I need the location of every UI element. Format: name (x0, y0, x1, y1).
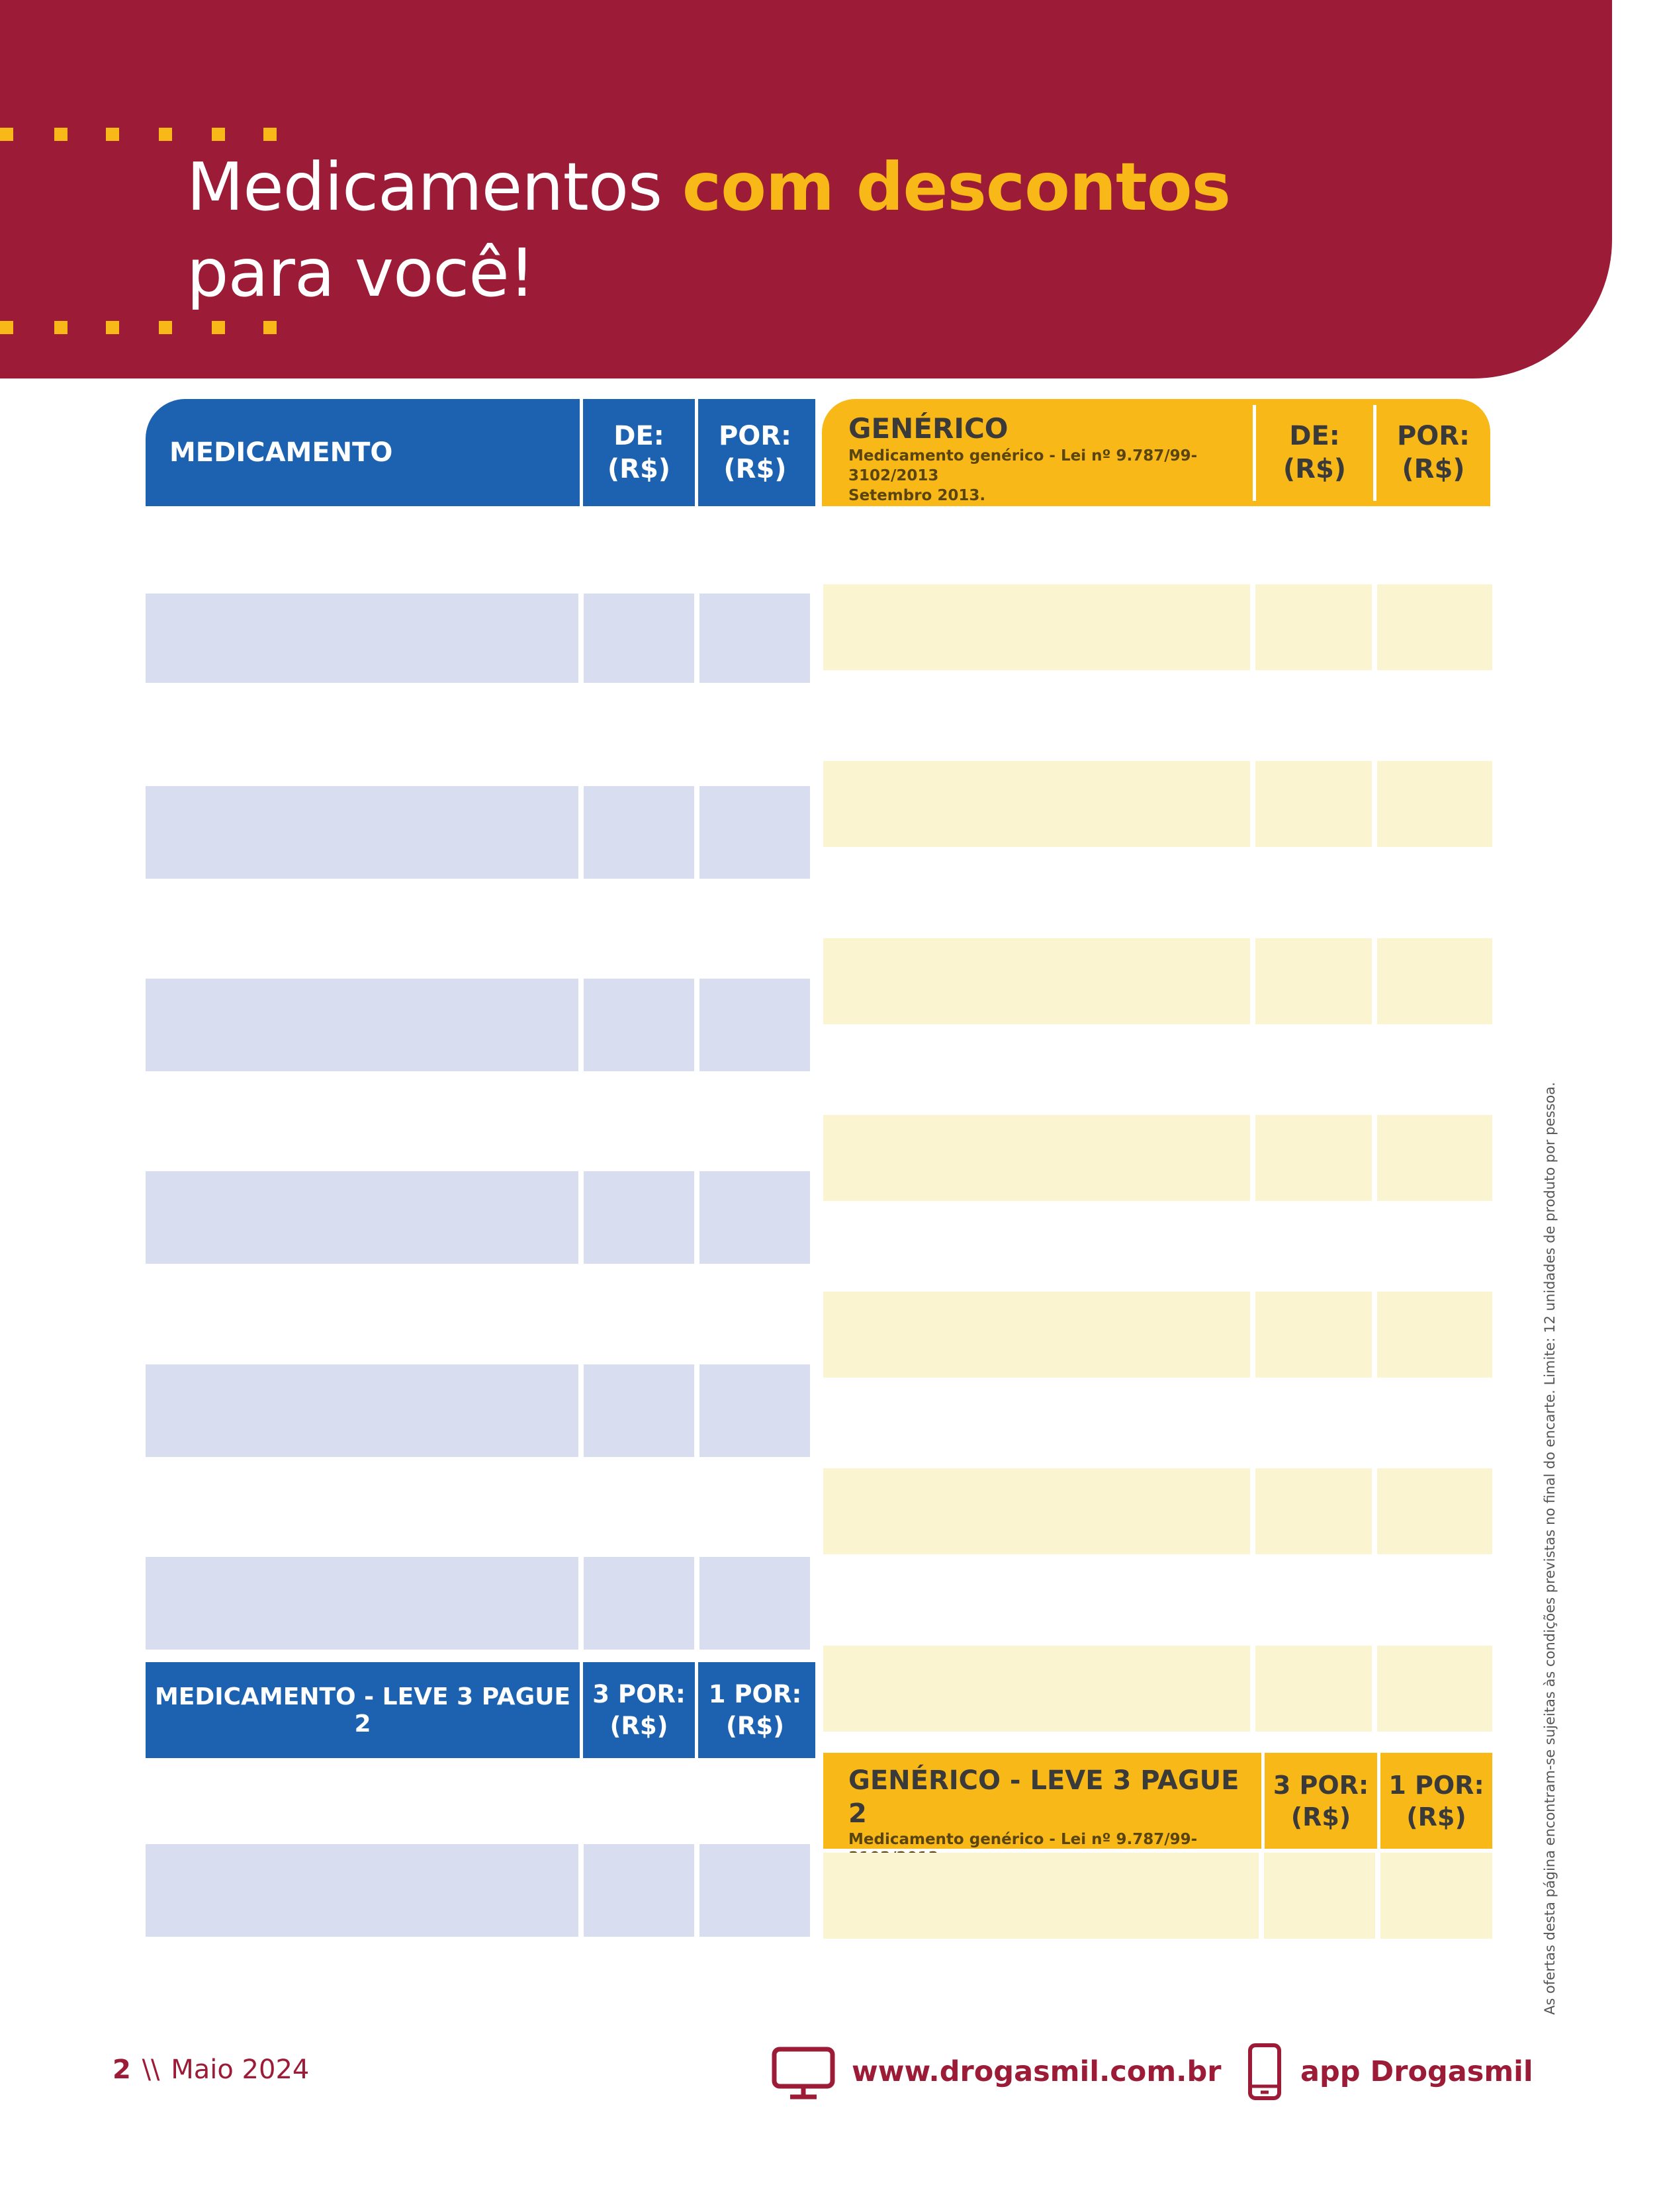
table-row-name-cell[interactable] (823, 1853, 1259, 1939)
table-row-de-cell[interactable] (584, 1364, 694, 1457)
col-currency-label: (R$) (1402, 454, 1465, 484)
table-row-de-cell[interactable] (1255, 1468, 1372, 1554)
generico-legal-line2: Setembro 2013. (848, 487, 986, 504)
generico-col-por (1376, 399, 1490, 506)
medicamento-leve3-col-1por (698, 1662, 812, 1758)
table-row-de-cell[interactable] (584, 979, 694, 1071)
col-3por-label: 3 POR: (592, 1679, 686, 1708)
page-separator: \\ (142, 2055, 160, 2085)
decorative-dots-top (0, 128, 291, 141)
table-row-de-cell[interactable] (584, 594, 694, 683)
table-row-por-cell[interactable] (1377, 1646, 1492, 1732)
generico-legal-line1: Medicamento genérico - Lei nº 9.787/99-3102/2013 (848, 447, 1198, 484)
side-disclaimer: As ofertas desta página encontram-se sujeitas às condições previstas no final do encarte. Limite: 12 unidades de produto por pessoa. (1542, 1082, 1558, 2015)
medicamento-col-por (698, 399, 812, 506)
title-normal: Medicamentos (187, 148, 682, 226)
col-por-label: POR: (1396, 421, 1470, 451)
table-row-name-cell[interactable] (146, 1364, 578, 1457)
table-row-por-cell[interactable] (699, 786, 810, 879)
table-row-de-cell[interactable] (1255, 584, 1372, 670)
generico-col-de (1256, 399, 1373, 506)
table-row-name-cell[interactable] (146, 979, 578, 1071)
col-de-label: DE: (1289, 421, 1340, 451)
col-currency-label: (R$) (1282, 454, 1347, 484)
col-currency-label: (R$) (1290, 1802, 1351, 1832)
col-currency-label: (R$) (723, 454, 787, 484)
generico-leve3-col-1por (1380, 1753, 1492, 1849)
table-row-name-cell[interactable] (146, 1557, 578, 1650)
table-row-name-cell[interactable] (823, 761, 1250, 847)
website-link[interactable]: www.drogasmil.com.br (852, 2055, 1222, 2088)
table-row-por-cell[interactable] (699, 1364, 810, 1457)
table-row-name-cell[interactable] (146, 1171, 578, 1264)
title-line2: para você! (187, 234, 535, 312)
table-row-name-cell[interactable] (823, 1115, 1250, 1201)
table-row-name-cell[interactable] (146, 1844, 578, 1937)
table-row-de-cell[interactable] (584, 1171, 694, 1264)
decorative-dots-bottom (0, 321, 291, 334)
table-row-de-cell[interactable] (1255, 761, 1372, 847)
table-row-por-cell[interactable] (1377, 761, 1492, 847)
col-currency-label: (R$) (607, 454, 671, 484)
app-link[interactable]: app Drogasmil (1300, 2055, 1533, 2088)
table-row-3por-cell[interactable] (584, 1844, 694, 1937)
monitor-icon (772, 2047, 835, 2100)
footer-page-info (112, 2051, 309, 2088)
generico-header-name-block (848, 412, 1245, 506)
table-row-name-cell[interactable] (823, 584, 1250, 670)
medicamento-header-name: MEDICAMENTO (169, 437, 393, 468)
col-de-label: DE: (613, 421, 664, 451)
medicamento-leve3-col-3por (583, 1662, 695, 1758)
table-row-por-cell[interactable] (699, 1557, 810, 1650)
col-currency-label: (R$) (1406, 1802, 1466, 1832)
table-row-name-cell[interactable] (823, 938, 1250, 1024)
table-row-por-cell[interactable] (1377, 1468, 1492, 1554)
title-highlight: com descontos (682, 148, 1231, 226)
page-number: 2 (112, 2055, 131, 2085)
table-row-name-cell[interactable] (823, 1468, 1250, 1554)
table-row-name-cell[interactable] (146, 786, 578, 879)
table-row-3por-cell[interactable] (1264, 1853, 1375, 1939)
col-por-label: POR: (718, 421, 792, 451)
col-currency-label: (R$) (609, 1711, 668, 1740)
generico-leve3-legal-line1: Medicamento genérico - Lei nº 9.787/99- (848, 1831, 1198, 1848)
col-currency-label: (R$) (725, 1711, 785, 1740)
col-1por-label: 1 POR: (708, 1679, 802, 1708)
table-row-1por-cell[interactable] (1380, 1853, 1492, 1939)
table-row-1por-cell[interactable] (699, 1844, 810, 1937)
generico-leve3-col-3por (1265, 1753, 1377, 1849)
table-row-por-cell[interactable] (1377, 938, 1492, 1024)
table-row-por-cell[interactable] (699, 979, 810, 1071)
table-row-name-cell[interactable] (823, 1292, 1250, 1378)
table-row-por-cell[interactable] (1377, 1292, 1492, 1378)
table-row-de-cell[interactable] (584, 1557, 694, 1650)
medicamento-col-de (583, 399, 695, 506)
table-row-por-cell[interactable] (1377, 584, 1492, 670)
issue-date: Maio 2024 (171, 2055, 310, 2085)
table-row-de-cell[interactable] (584, 786, 694, 879)
generico-header-name: GENÉRICO (848, 412, 1009, 445)
table-row-de-cell[interactable] (1255, 938, 1372, 1024)
table-row-de-cell[interactable] (1255, 1646, 1372, 1732)
table-row-de-cell[interactable] (1255, 1292, 1372, 1378)
generico-leve3-header-name: GENÉRICO - LEVE 3 PAGUE 2 (848, 1765, 1239, 1829)
col-3por-label: 3 POR: (1273, 1770, 1369, 1800)
table-row-por-cell[interactable] (1377, 1115, 1492, 1201)
table-row-por-cell[interactable] (699, 1171, 810, 1264)
col-1por-label: 1 POR: (1388, 1770, 1484, 1800)
medicamento-leve3-header-name: MEDICAMENTO - LEVE 3 PAGUE 2 (154, 1683, 571, 1738)
table-row-name-cell[interactable] (146, 594, 578, 683)
table-row-name-cell[interactable] (823, 1646, 1250, 1732)
table-row-por-cell[interactable] (699, 594, 810, 683)
smartphone-icon (1247, 2043, 1282, 2101)
page-title (187, 144, 1230, 316)
table-row-de-cell[interactable] (1255, 1115, 1372, 1201)
